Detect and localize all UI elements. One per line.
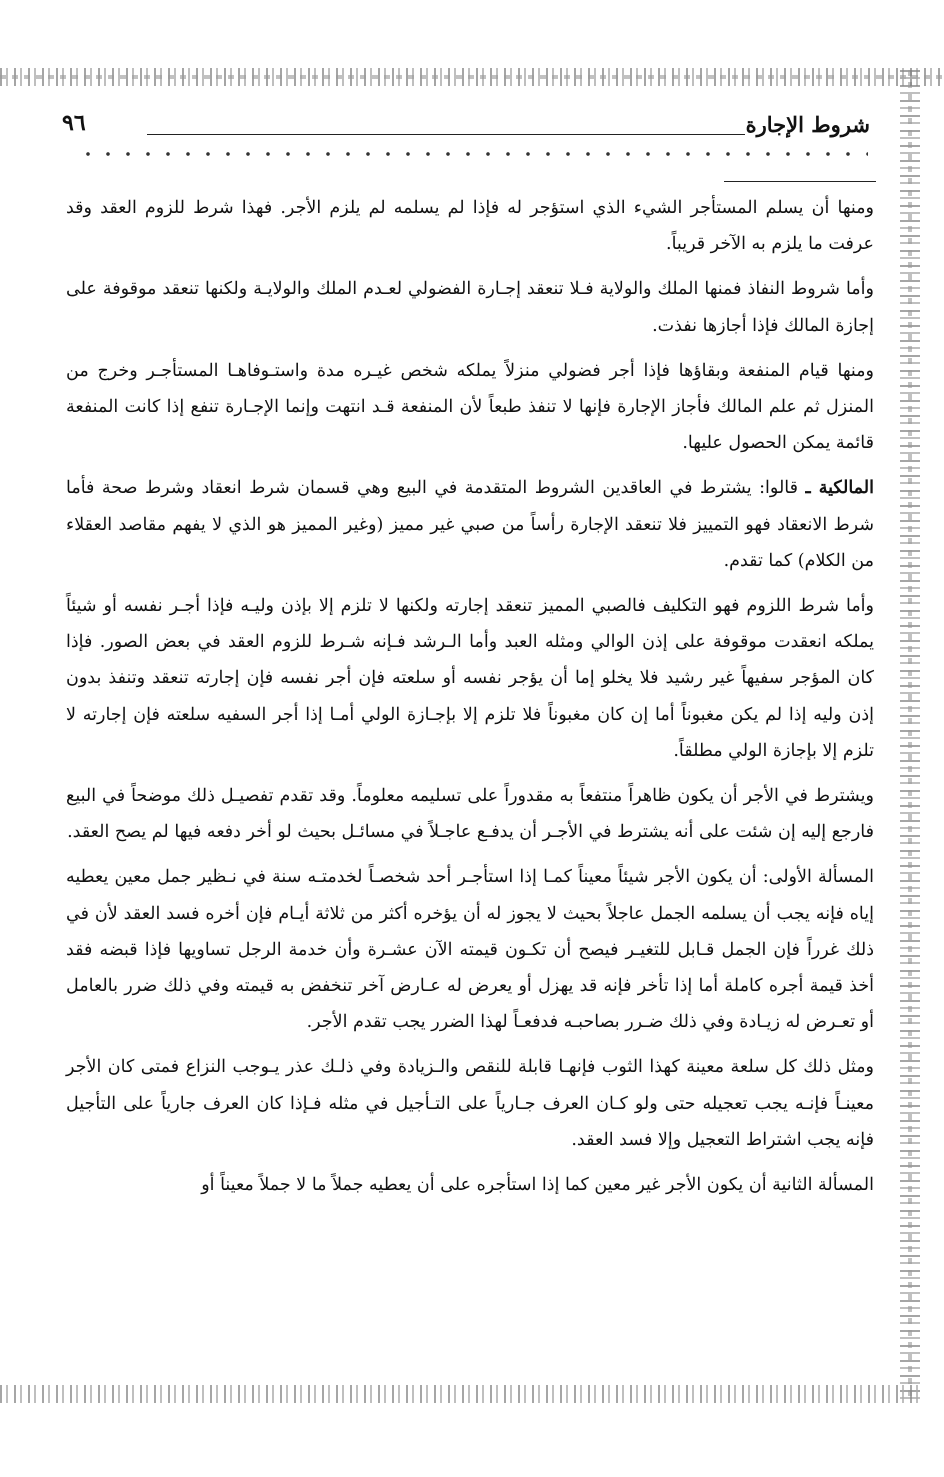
decorative-border-right (900, 70, 920, 1400)
running-title: شروط الإجارة (745, 112, 870, 137)
paragraph (66, 271, 874, 343)
paragraph (66, 470, 874, 579)
paragraph (66, 353, 874, 462)
paragraph-text: المسألة الأولى: أن يكون الأجر شيئاً معيناً كمـا إذا استأجـر أحد شخصـاً لخدمتـه سنة في نـظير جمل معين يعطيه إياه فإنه يجب أن يسلمه الجمل عاجلاً بحيث لا يجوز له أن يؤخره أكثر من ثلاثة أيـام فإن أخره فسد العقد لأن في ذلك غرراً فإن الجمل قـابل للتغيـر فيصح أن تكـون قيمته الآن عشـرة وأن خدمة الرجل تساويها فإذا قبضه فقد أخذ قيمة أجره كاملة أما إذا تأخر فإنه قد يهزل أو يعرض له عـارض آخر تنخفض به قيمته وفي ذلك ضرر بالعامل أو تعـرض له زيـادة وفي ذلك ضـرر بصاحبـه فدفعـاً لهذا الضرر يجب تقدم الأجر. (66, 867, 874, 1033)
paragraph-text: المسألة الثانية أن يكون الأجر غير معين كما إذا استأجره على أن يعطيه جملاً ما لا جملاً معيناً أو (201, 1175, 874, 1196)
page-number: ٩٦ (62, 110, 86, 136)
decorative-border-bottom (0, 1385, 920, 1403)
dotted-separator (78, 148, 868, 160)
paragraph-text: وأما شروط النفاذ فمنها الملك والولاية فـلا تنعقد إجـارة الفضولي لعـدم الملك والولايـة ولكنها تنعقد موقوفة على إجازة المالك فإذا أجازها نفذت. (66, 279, 874, 336)
paragraph (66, 588, 874, 769)
paragraph-text: وأما شرط اللزوم فهو التكليف فالصبي المميز تنعقد إجارته ولكنها لا تلزم إلا بإذن وليـه فإذا أجـر نفسه أو شيئاً يملكه انعقدت موقوفة على إذن الوالي ومثله العبد وأما الـرشد فـإنه شـرط للزوم العقد في بعض الصور. فإذا كان المؤجر سفيهاً غير رشيد فلا يخلو إما أن يؤجر نفسه أو سلعته فإن أجر نفسه فإن إجارته تنعقد وتنفذ بدون إذن وليه إذا لم يكن مغبوناً أما إن كان مغبوناً فلا تلزم إلا بإجـازة الولي أمـا إذا أجر السفيه سلعته فإن إجارته لا تلزم إلا بإجازة الولي مطلقاً. (66, 596, 874, 761)
paragraph (66, 1167, 874, 1203)
header-rule (147, 134, 745, 135)
paragraph (66, 778, 874, 850)
decorative-border-top (0, 68, 944, 86)
paragraph-text: ويشترط في الأجر أن يكون ظاهراً منتفعاً به مقدوراً على تسليمه معلوماً. وقد تقدم تفصيـل ذلك موضحاً في البيع فارجع إليه إن شئت على أنه يشترط في الأجـر أن يدفـع عاجـلاً في مسائـل بحيث لو أخر دفعه فيها لم يصح العقد. (66, 786, 874, 843)
paragraph (66, 190, 874, 262)
paragraph-text: قالوا: يشترط في العاقدين الشروط المتقدمة في البيع وهي قسمان شرط انعقاد وشرط صحة فأما شرط الانعقاد فهو التمييز فلا تنعقد الإجارة رأساً من صبي غير مميز (وغير المميز هو الذي لا يفهم مقاصد العقلاء من الكلام) كما تقدم. (66, 478, 874, 571)
page-header (62, 110, 870, 144)
paragraph-lead: المالكية ـ (805, 478, 874, 499)
paragraph (66, 1049, 874, 1158)
paragraph-text: ومنها أن يسلم المستأجر الشيء الذي استؤجر له فإذا لم يسلمه لم يلزم الأجر. فهذا شرط للزوم العقد وقد عرفت ما يلزم به الآخر قريباً. (66, 198, 874, 255)
short-rule (724, 181, 876, 182)
paragraph-text: ومثل ذلك كل سلعة معينة كهذا الثوب فإنهـا قابلة للنقص والـزيادة وفي ذلـك عذر يـوجب النزاع فمتى كان الأجر معينـاً فإنـه يجب تعجيله حتى ولو كـان العرف جـارياً على التـأجيل في مثله فـإذا كان العرف جارياً على التأجيل فإنه يجب اشتراط التعجيل وإلا فسد العقد. (66, 1057, 874, 1150)
paragraph-text: ومنها قيام المنفعة وبقاؤها فإذا أجر فضولي منزلاً يملكه شخص غيـره مدة واستـوفاهـا المستأجـر وخرج من المنزل ثم علم المالك فأجاز الإجارة فإنها لا تنفذ طبعاً لأن المنفعة قـد انتهت وإنما الإجـارة تنفع إذا كانت المنفعة قائمة يمكن الحصول عليها. (66, 360, 874, 454)
page-body (66, 190, 874, 1212)
paragraph (66, 859, 874, 1040)
